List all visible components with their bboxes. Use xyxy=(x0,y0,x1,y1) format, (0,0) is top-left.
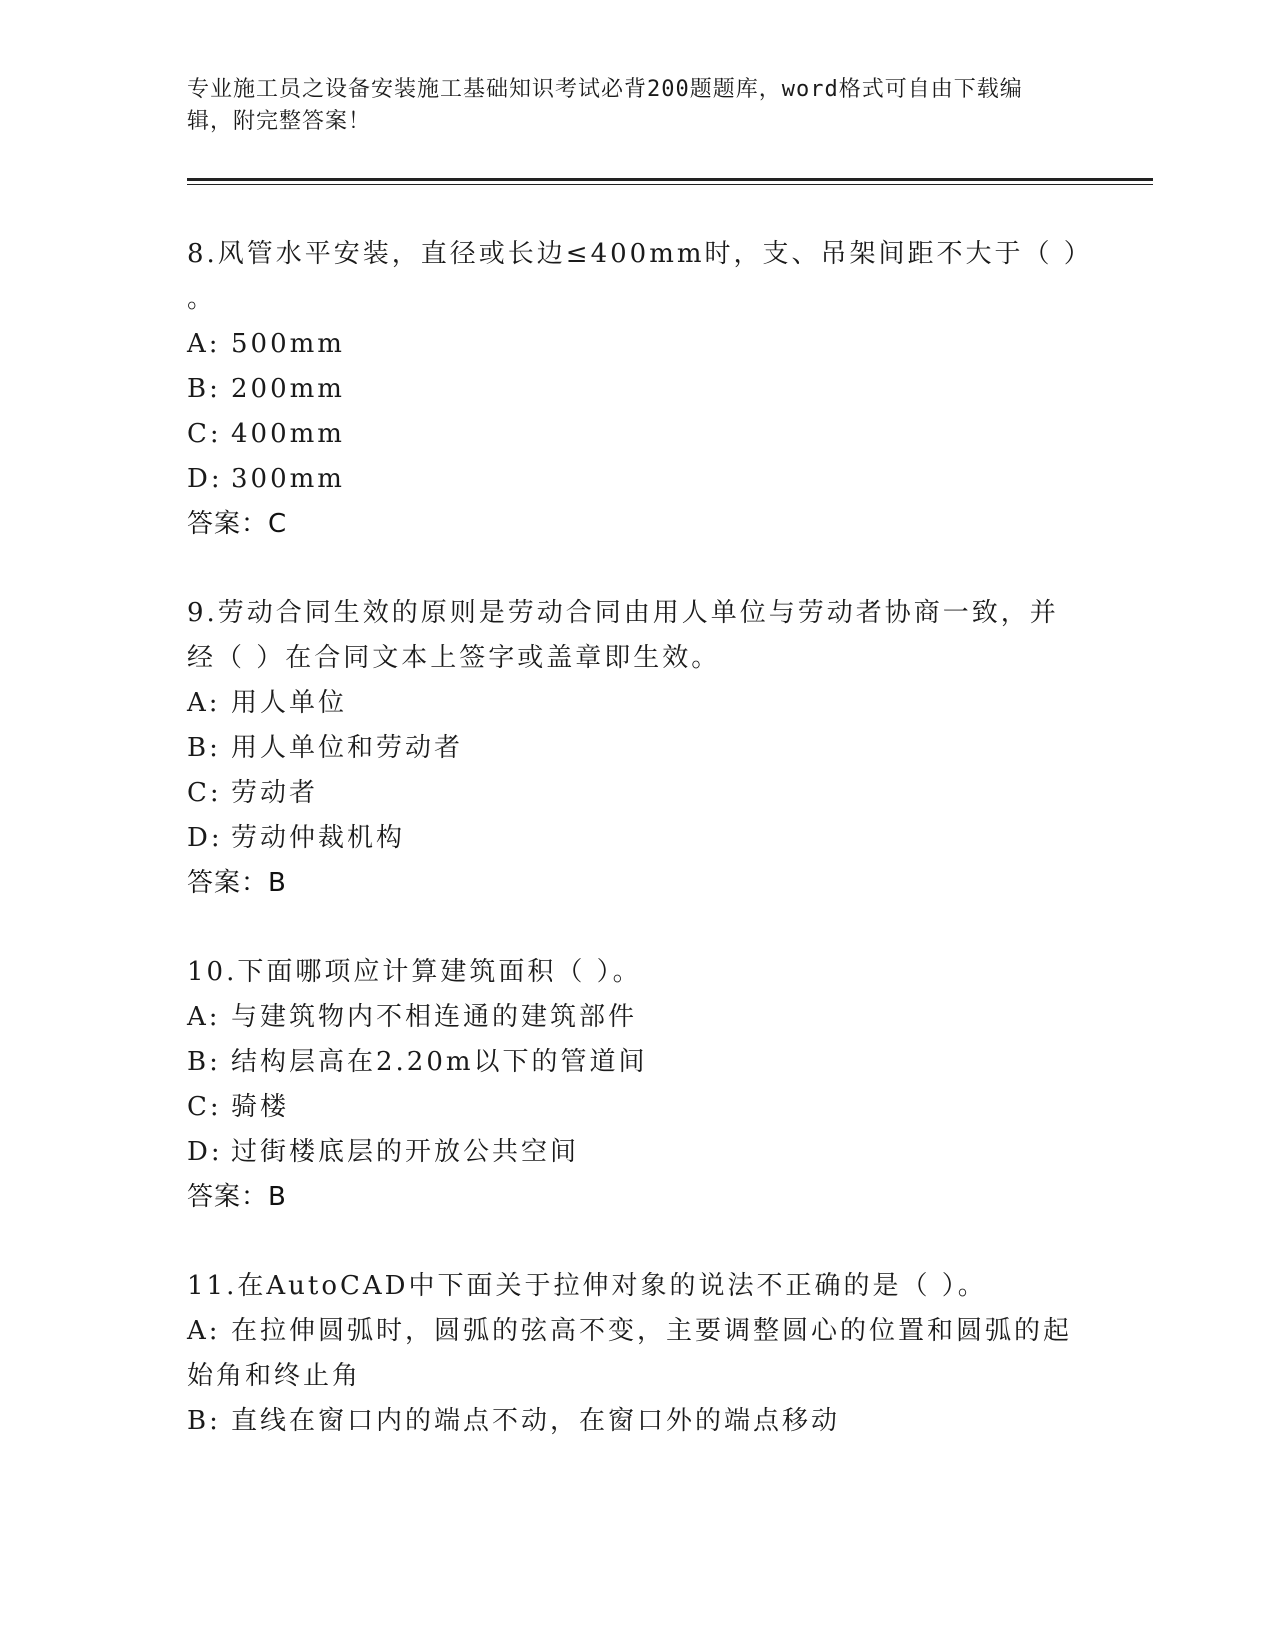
option-c xyxy=(187,1085,1087,1130)
option-b xyxy=(187,1040,1087,1085)
option-label: C: xyxy=(187,1092,222,1122)
option-label: B: xyxy=(187,1406,221,1436)
option-text: 400mm xyxy=(231,419,345,449)
document-header-title: 专业施工员之设备安装施工基础知识考试必背200题题库，word格式可自由下载编辑，附完整答案！ xyxy=(187,77,1023,134)
option-label: D: xyxy=(187,464,223,494)
answer-line: 答案：C xyxy=(187,509,288,539)
option-c xyxy=(187,771,1087,816)
question-stem-continuation: 。 xyxy=(187,284,217,314)
header-divider-thin xyxy=(187,184,1153,185)
option-text: 劳动仲裁机构 xyxy=(231,823,406,853)
option-label: D: xyxy=(187,823,223,853)
option-label: A: xyxy=(187,688,221,718)
option-text: 200mm xyxy=(231,374,345,404)
question-stem: 10.下面哪项应计算建筑面积（ ）。 xyxy=(187,957,642,987)
option-text: 劳动者 xyxy=(231,778,319,808)
option-text: 结构层高在2.20m以下的管道间 xyxy=(231,1047,648,1077)
option-text: 直线在窗口内的端点不动，在窗口外的端点移动 xyxy=(231,1406,841,1436)
question-stem: 8.风管水平安装，直径或长边≤400mm时，支、吊架间距不大于（ ） xyxy=(187,239,1093,269)
option-label: A: xyxy=(187,1316,221,1346)
question-stem: 9.劳动合同生效的原则是劳动合同由用人单位与劳动者协商一致，并经（ ）在合同文本上签字或盖章即生效。 xyxy=(187,598,1059,673)
option-label: B: xyxy=(187,374,221,404)
option-a xyxy=(187,681,1087,726)
option-b xyxy=(187,726,1087,771)
option-c xyxy=(187,412,1087,457)
option-a xyxy=(187,1309,1087,1399)
option-text: 300mm xyxy=(231,464,345,494)
option-label: A: xyxy=(187,1002,221,1032)
option-text: 在拉伸圆弧时，圆弧的弦高不变，主要调整圆心的位置和圆弧的起始角和终止角 xyxy=(187,1316,1073,1391)
answer-line: 答案：B xyxy=(187,1182,287,1212)
option-text: 过街楼底层的开放公共空间 xyxy=(231,1137,580,1167)
option-text: 用人单位 xyxy=(231,688,348,718)
option-label: B: xyxy=(187,1047,221,1077)
question-9 xyxy=(187,591,1087,906)
question-stem: 11.在AutoCAD中下面关于拉伸对象的说法不正确的是（ ）。 xyxy=(187,1271,987,1301)
option-label: A: xyxy=(187,329,221,359)
option-text: 用人单位和劳动者 xyxy=(231,733,464,763)
option-b xyxy=(187,367,1087,412)
option-label: C: xyxy=(187,778,222,808)
option-b xyxy=(187,1399,1087,1444)
option-a xyxy=(187,322,1087,367)
option-label: D: xyxy=(187,1137,223,1167)
answer-line: 答案：B xyxy=(187,868,287,898)
question-8 xyxy=(187,232,1093,547)
option-d xyxy=(187,457,1087,502)
question-10 xyxy=(187,950,1087,1220)
option-a xyxy=(187,995,1087,1040)
option-text: 与建筑物内不相连通的建筑部件 xyxy=(231,1002,638,1032)
option-d xyxy=(187,816,1087,861)
option-text: 骑楼 xyxy=(231,1092,290,1122)
option-label: B: xyxy=(187,733,221,763)
option-text: 500mm xyxy=(231,329,345,359)
option-d xyxy=(187,1130,1087,1175)
option-label: C: xyxy=(187,419,222,449)
question-list xyxy=(187,232,1093,1488)
header-divider-thick xyxy=(187,178,1153,181)
question-11 xyxy=(187,1264,1087,1444)
